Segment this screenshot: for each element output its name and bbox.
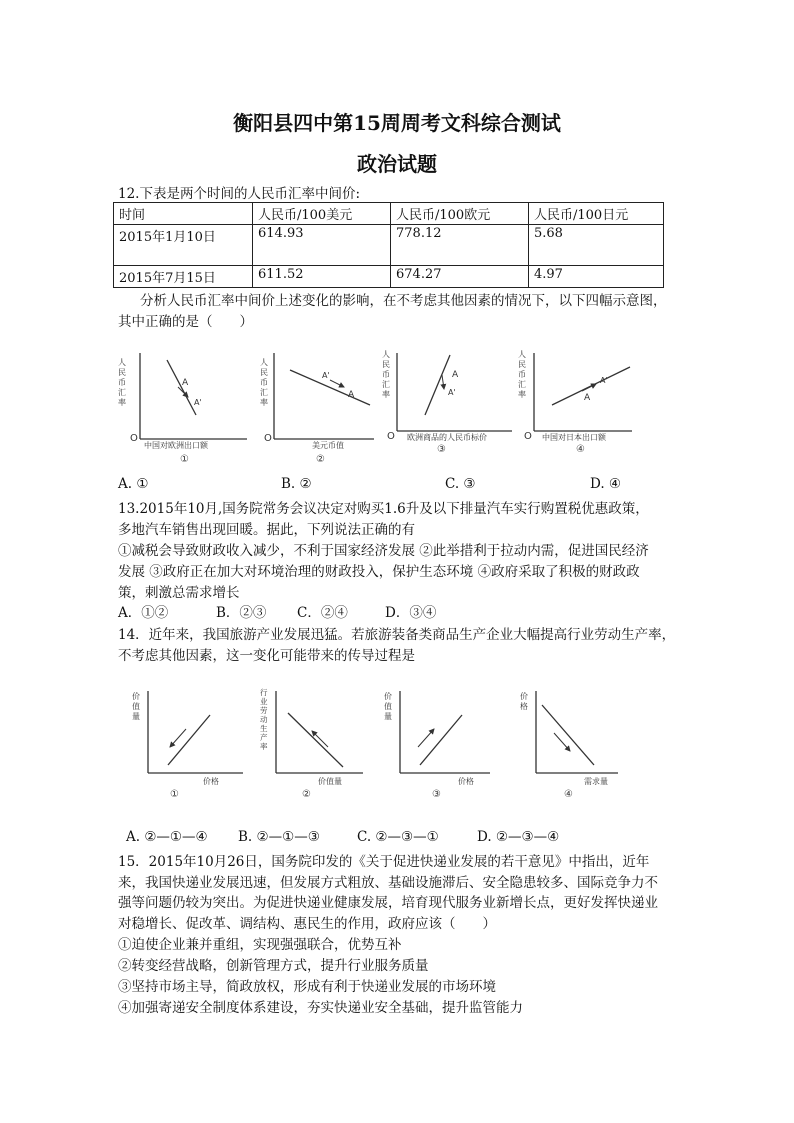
table-header-cell: 时间 [114,203,253,225]
q14-fig1-ylabel-1: 价 [132,692,140,701]
q12-fig2-num: ② [316,454,325,465]
q14-fig2-ylabel-2: 业 [260,697,268,706]
q14-figure-4 [520,691,618,800]
q14-fig3-ylabel-2: 值 [384,702,392,711]
q12-text-line2: 其中正确的是（ ） [118,314,253,330]
q14-option-c: C. ②—③—① [357,829,439,845]
q12-fig2-ylabel-1: 人 [260,358,268,367]
q13-line1: 13.2015年10月,国务院常务会议决定对购买1.6升及以下排量汽车实行购置税优惠政策， [118,501,649,517]
q14-fig1-num: ① [170,789,179,800]
q14-option-b: B. ②—①—③ [238,829,320,845]
q12-fig4-xlabel: 中国对日本出口额 [542,433,606,442]
q12-fig4-origin: O [524,431,532,442]
q12-fig4-ylabel-5: 率 [518,390,526,399]
table-cell: 2015年7月15日 [114,266,253,288]
q13-line5: 策，刺激总需求增长 [118,585,240,601]
q14-option-a: A. ②—①—④ [126,829,208,845]
q14-fig2-ylabel-5: 生 [260,724,268,733]
q14-fig2-xlabel: 价值量 [318,777,342,786]
q15-item-1: ①迫使企业兼并重组，实现强强联合，优势互补 [118,937,402,953]
table-header-cell: 人民币/100欧元 [391,203,529,225]
q15-item-3: ③坚持市场主导，简政放权，形成有利于快递业发展的市场环境 [118,979,496,995]
table-header-cell: 人民币/100美元 [253,203,391,225]
q12-option-d: D. ④ [590,476,622,492]
q14-fig4-ylabel-1: 价 [520,692,528,701]
q14-fig1-ylabel-2: 值 [132,702,140,711]
q12-fig1-point-a: A [182,378,189,388]
q15-line4: 对稳增长、促改革、调结构、惠民生的作用，政府应该（ ） [118,916,496,932]
q12-fig3-point-a: A [452,370,459,380]
q14-fig3-ylabel-3: 量 [384,712,392,721]
q12-fig2-point-a: A' [322,371,330,380]
q14-fig1-ylabel-3: 量 [132,712,140,721]
q13-line3: ①减税会导致财政收入减少，不利于国家经济发展 ②此举措利于拉动内需，促进国民经济 [118,543,649,559]
q12-figure-4 [518,349,632,455]
q14-line1: 14．近年来，我国旅游产业发展迅猛。若旅游装备类商品生产企业大幅提高行业劳动生产率， [118,627,676,643]
q12-fig2-ylabel-3: 币 [260,378,268,387]
q12-figures [112,345,672,470]
q12-fig2-origin: O [264,433,272,444]
q12-figure-1 [118,353,247,465]
q12-fig1-xlabel: 中国对欧洲出口额 [144,441,208,450]
table-cell: 614.93 [253,225,391,266]
q12-fig2-ylabel-5: 率 [260,398,268,407]
q12-fig3-ylabel-2: 民 [382,360,390,369]
q13-option-d: D．③④ [385,605,437,621]
q14-fig1-xlabel: 价格 [203,777,219,786]
q13-option-c: C．②④ [297,605,348,621]
q12-fig1-origin: O [130,433,138,444]
q12-fig2-ylabel-4: 汇 [260,388,268,397]
q12-fig3-xlabel: 欧洲商品的人民币标价 [407,433,487,442]
q14-option-d: D. ②—③—④ [477,829,560,845]
q12-option-b: B. ② [281,476,312,492]
q12-fig4-ylabel-2: 民 [518,360,526,369]
table-cell: 5.68 [529,225,664,266]
q12-fig1-ylabel-4: 汇 [118,388,126,397]
q12-fig1-ylabel-1: 人 [118,358,126,367]
exchange-rate-table [113,202,664,288]
q14-fig2-ylabel-6: 产 [260,733,268,742]
q14-fig4-ylabel-2: 格 [520,702,528,711]
table-cell: 611.52 [253,266,391,288]
q12-figure-3 [382,349,512,455]
q12-text-line1: 分析人民币汇率中间价上述变化的影响，在不考虑其他因素的情况下，以下四幅示意图， [140,293,667,309]
q12-fig3-origin: O [387,431,395,442]
q14-figure-1 [132,691,243,800]
q12-fig2-ylabel-2: 民 [260,368,268,377]
q14-figure-3 [384,691,490,800]
table-cell: 4.97 [529,266,664,288]
table-row [114,266,664,288]
q12-stem: 12.下表是两个时间的人民币汇率中间价: [118,186,361,202]
table-cell: 674.27 [391,266,529,288]
table-header-row [114,203,664,225]
q15-item-2: ②转变经营战略，创新管理方式，提升行业服务质量 [118,958,429,974]
q12-option-a: A. ① [118,476,149,492]
q12-option-c: C. ③ [445,476,476,492]
q12-fig4-point-a2: A' [600,376,608,385]
q14-fig4-num: ④ [564,789,573,800]
q14-figure-2 [260,687,363,800]
q12-fig1-point-a2: A' [194,398,202,407]
q12-fig4-num: ④ [576,444,585,455]
q13-option-a: A．①② [118,605,169,621]
q13-line2: 多地汽车销售出现回暖。据此，下列说法正确的有 [118,522,415,538]
q12-fig1-num: ① [180,454,189,465]
q12-fig1-ylabel-3: 币 [118,378,126,387]
q14-fig3-num: ③ [432,789,441,800]
q12-figure-2 [260,353,374,465]
q12-fig3-num: ③ [437,444,446,455]
q13-option-b: B．②③ [216,605,267,621]
q14-fig2-ylabel-7: 率 [260,742,268,751]
q12-fig3-ylabel-5: 率 [382,390,390,399]
q12-fig3-ylabel-3: 币 [382,370,390,379]
table-header-cell: 人民币/100日元 [529,203,664,225]
q13-line4: 发展 ③政府正在加大对环境治理的财政投入，保护生态环境 ④政府采取了积极的财政政 [118,564,640,580]
q15-line1: 15．2015年10月26日，国务院印发的《关于促进快递业发展的若干意见》中指出，近年 [118,854,650,870]
table-row [114,225,664,266]
q14-fig3-ylabel-1: 价 [384,692,392,701]
q14-fig3-xlabel: 价格 [458,777,474,786]
q14-figures [118,685,678,805]
table-cell: 778.12 [391,225,529,266]
exam-subtitle: 政治试题 [357,152,437,176]
q14-fig2-ylabel-4: 动 [260,715,268,724]
q12-fig4-ylabel-3: 币 [518,370,526,379]
exam-title: 衡阳县四中第15周周考文科综合测试 [233,111,561,135]
q14-fig2-ylabel-3: 劳 [260,706,268,715]
q15-line3: 强等问题仍较为突出。为促进快递业健康发展，培育现代服务业新增长点，更好发挥快递业 [118,895,658,911]
q15-item-4: ④加强寄递安全制度体系建设，夯实快递业安全基础，提升监管能力 [118,1000,523,1016]
q12-fig1-ylabel-5: 率 [118,398,126,407]
q12-fig3-ylabel-4: 汇 [382,380,390,389]
q12-fig1-ylabel-2: 民 [118,368,126,377]
q14-fig4-xlabel: 需求量 [584,777,608,786]
q12-fig2-point-a2: A [348,390,355,400]
q12-fig2-xlabel: 美元币值 [312,441,344,450]
q14-fig2-ylabel-1: 行 [260,688,268,697]
q14-fig2-num: ② [302,789,311,800]
q12-fig4-point-a: A [584,393,591,403]
q12-fig4-ylabel-1: 人 [518,350,526,359]
q12-fig3-ylabel-1: 人 [382,350,390,359]
table-cell: 2015年1月10日 [114,225,253,266]
q12-fig4-ylabel-4: 汇 [518,380,526,389]
q14-line2: 不考虑其他因素，这一变化可能带来的传导过程是 [118,648,415,664]
q15-line2: 来，我国快递业发展迅速，但发展方式粗放、基础设施滞后、安全隐患较多、国际竞争力不 [118,875,658,891]
q12-fig3-point-a2: A' [448,388,456,397]
